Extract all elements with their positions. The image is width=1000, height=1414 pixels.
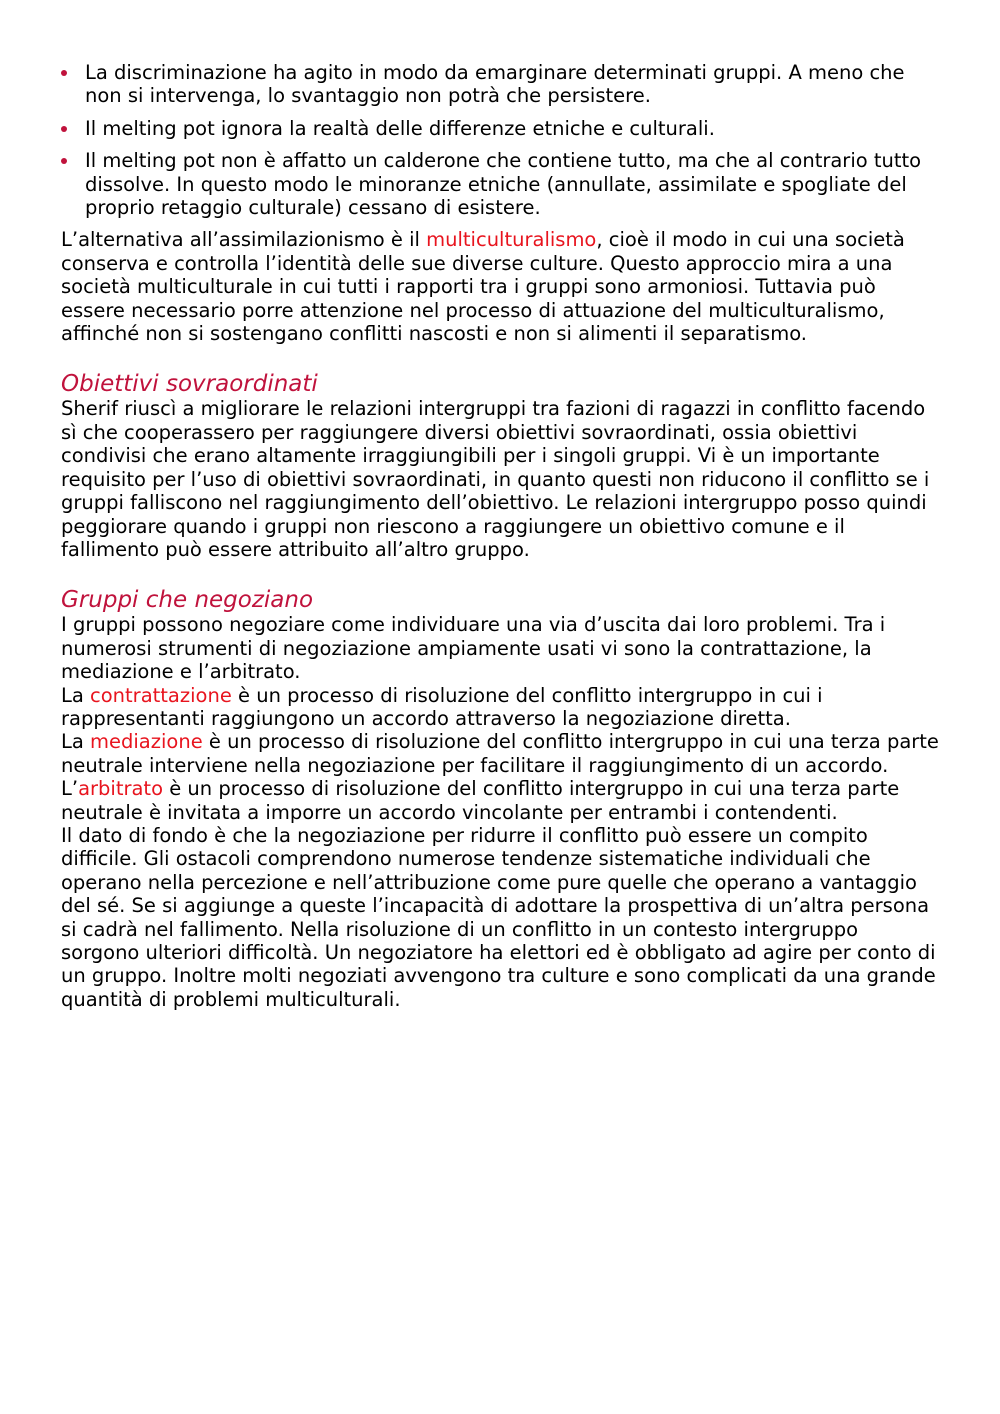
bargaining-post: è un processo di risoluzione del conflitto intergruppo in cui i rappresentanti raggiungono un accordo attraverso la negoziazione diretta.	[61, 683, 823, 730]
multiculturalism-pre: L’alternativa all’assimilazionismo è il	[61, 228, 427, 252]
bargaining-paragraph	[61, 684, 941, 731]
negotiation-heading: Gruppi che negoziano	[61, 587, 314, 614]
bullet-item	[61, 117, 941, 140]
superordinate-heading: Obiettivi sovraordinati	[61, 371, 318, 398]
bargaining-term: contrattazione	[90, 683, 232, 707]
negotiation-intro: I gruppi possono negoziare come individuare una via d’uscita dai loro problemi. Tra i numerosi strumenti di negoziazione ampiamente usati vi sono la contrattazione, la mediazione e l’arbitrato.	[61, 613, 886, 684]
mediation-post: è un processo di risoluzione del conflitto intergruppo in cui una terza parte neutrale interviene nella negoziazione per facilitare il raggiungimento di un accordo.	[61, 730, 939, 777]
bargaining-pre: La	[61, 683, 91, 707]
bullet-text: La discriminazione ha agito in modo da emarginare determinati gruppi. A meno che non si intervenga, lo svantaggio non potrà che persistere.	[85, 61, 905, 108]
mediation-paragraph	[61, 730, 941, 777]
bullet-dot-icon	[61, 70, 67, 76]
arbitration-post: è un processo di risoluzione del conflitto intergruppo in cui una terza parte neutrale è invitata a imporre un accordo vincolante per entrambi i contendenti.	[61, 777, 900, 824]
bullet-dot-icon	[61, 126, 67, 132]
multiculturalism-paragraph	[61, 228, 941, 345]
multiculturalism-term: multiculturalismo	[426, 228, 597, 252]
superordinate-paragraph: Sherif riuscì a migliorare le relazioni intergruppi tra fazioni di ragazzi in conflitto facendo sì che cooperassero per raggiungere diversi obiettivi sovraordinati, ossia obiettivi condivisi che erano altamente irraggiungibili per i singoli gruppi. Vi è un importante requisito per l’uso di obiettivi sovraordinati, in quanto questi non riducono il conflitto se i gruppi falliscono nel raggiungimento dell’obiettivo. Le relazioni intergruppo posso quindi peggiorare quando i gruppi non riescono a raggiungere un obiettivo comune e il fallimento può essere attribuito all’altro gruppo.	[61, 397, 930, 561]
arbitration-pre: L’	[61, 777, 79, 801]
page-content	[61, 61, 941, 1011]
negotiation-conclusion: Il dato di fondo è che la negoziazione per ridurre il conflitto può essere un compito difficile. Gli ostacoli comprendono numerose tendenze sistematiche individuali che operano nella percezione e nell’attribuzione come pure quelle che operano a vantaggio del sé. Se si aggiunge a queste l’incapacità di adottare la prospettiva di un’altra persona si cadrà nel fallimento. Nella risoluzione di un conflitto in un contesto intergruppo sorgono ulteriori difficoltà. Un negoziatore ha elettori ed è obbligato ad agire per conto di un gruppo. Inoltre molti negoziati avvengono tra culture e sono complicati da una grande quantità di problemi multiculturali.	[61, 823, 936, 1011]
arbitration-paragraph	[61, 777, 941, 824]
mediation-term: mediazione	[90, 730, 203, 754]
bullet-item	[61, 149, 941, 219]
multiculturalism-post: , cioè il modo in cui una società conserva e controlla l’identità delle sue diverse culture. Questo approccio mira a una società multiculturale in cui tutti i rapporti tra i gruppi sono armoniosi. Tuttavia può essere necessario porre attenzione nel processo di attuazione del multiculturalismo, affinché non si sostengano conflitti nascosti e non si alimenti il separatismo.	[61, 228, 905, 346]
bullet-dot-icon	[61, 158, 67, 164]
bullet-list	[61, 61, 941, 219]
arbitration-term: arbitrato	[78, 777, 164, 801]
mediation-pre: La	[61, 730, 91, 754]
bullet-text: Il melting pot non è affatto un calderone che contiene tutto, ma che al contrario tutto dissolve. In questo modo le minoranze etniche (annullate, assimilate e spogliate del proprio retaggio culturale) cessano di esistere.	[85, 149, 922, 220]
bullet-text: Il melting pot ignora la realtà delle differenze etniche e culturali.	[85, 116, 715, 140]
bullet-item	[61, 61, 941, 108]
